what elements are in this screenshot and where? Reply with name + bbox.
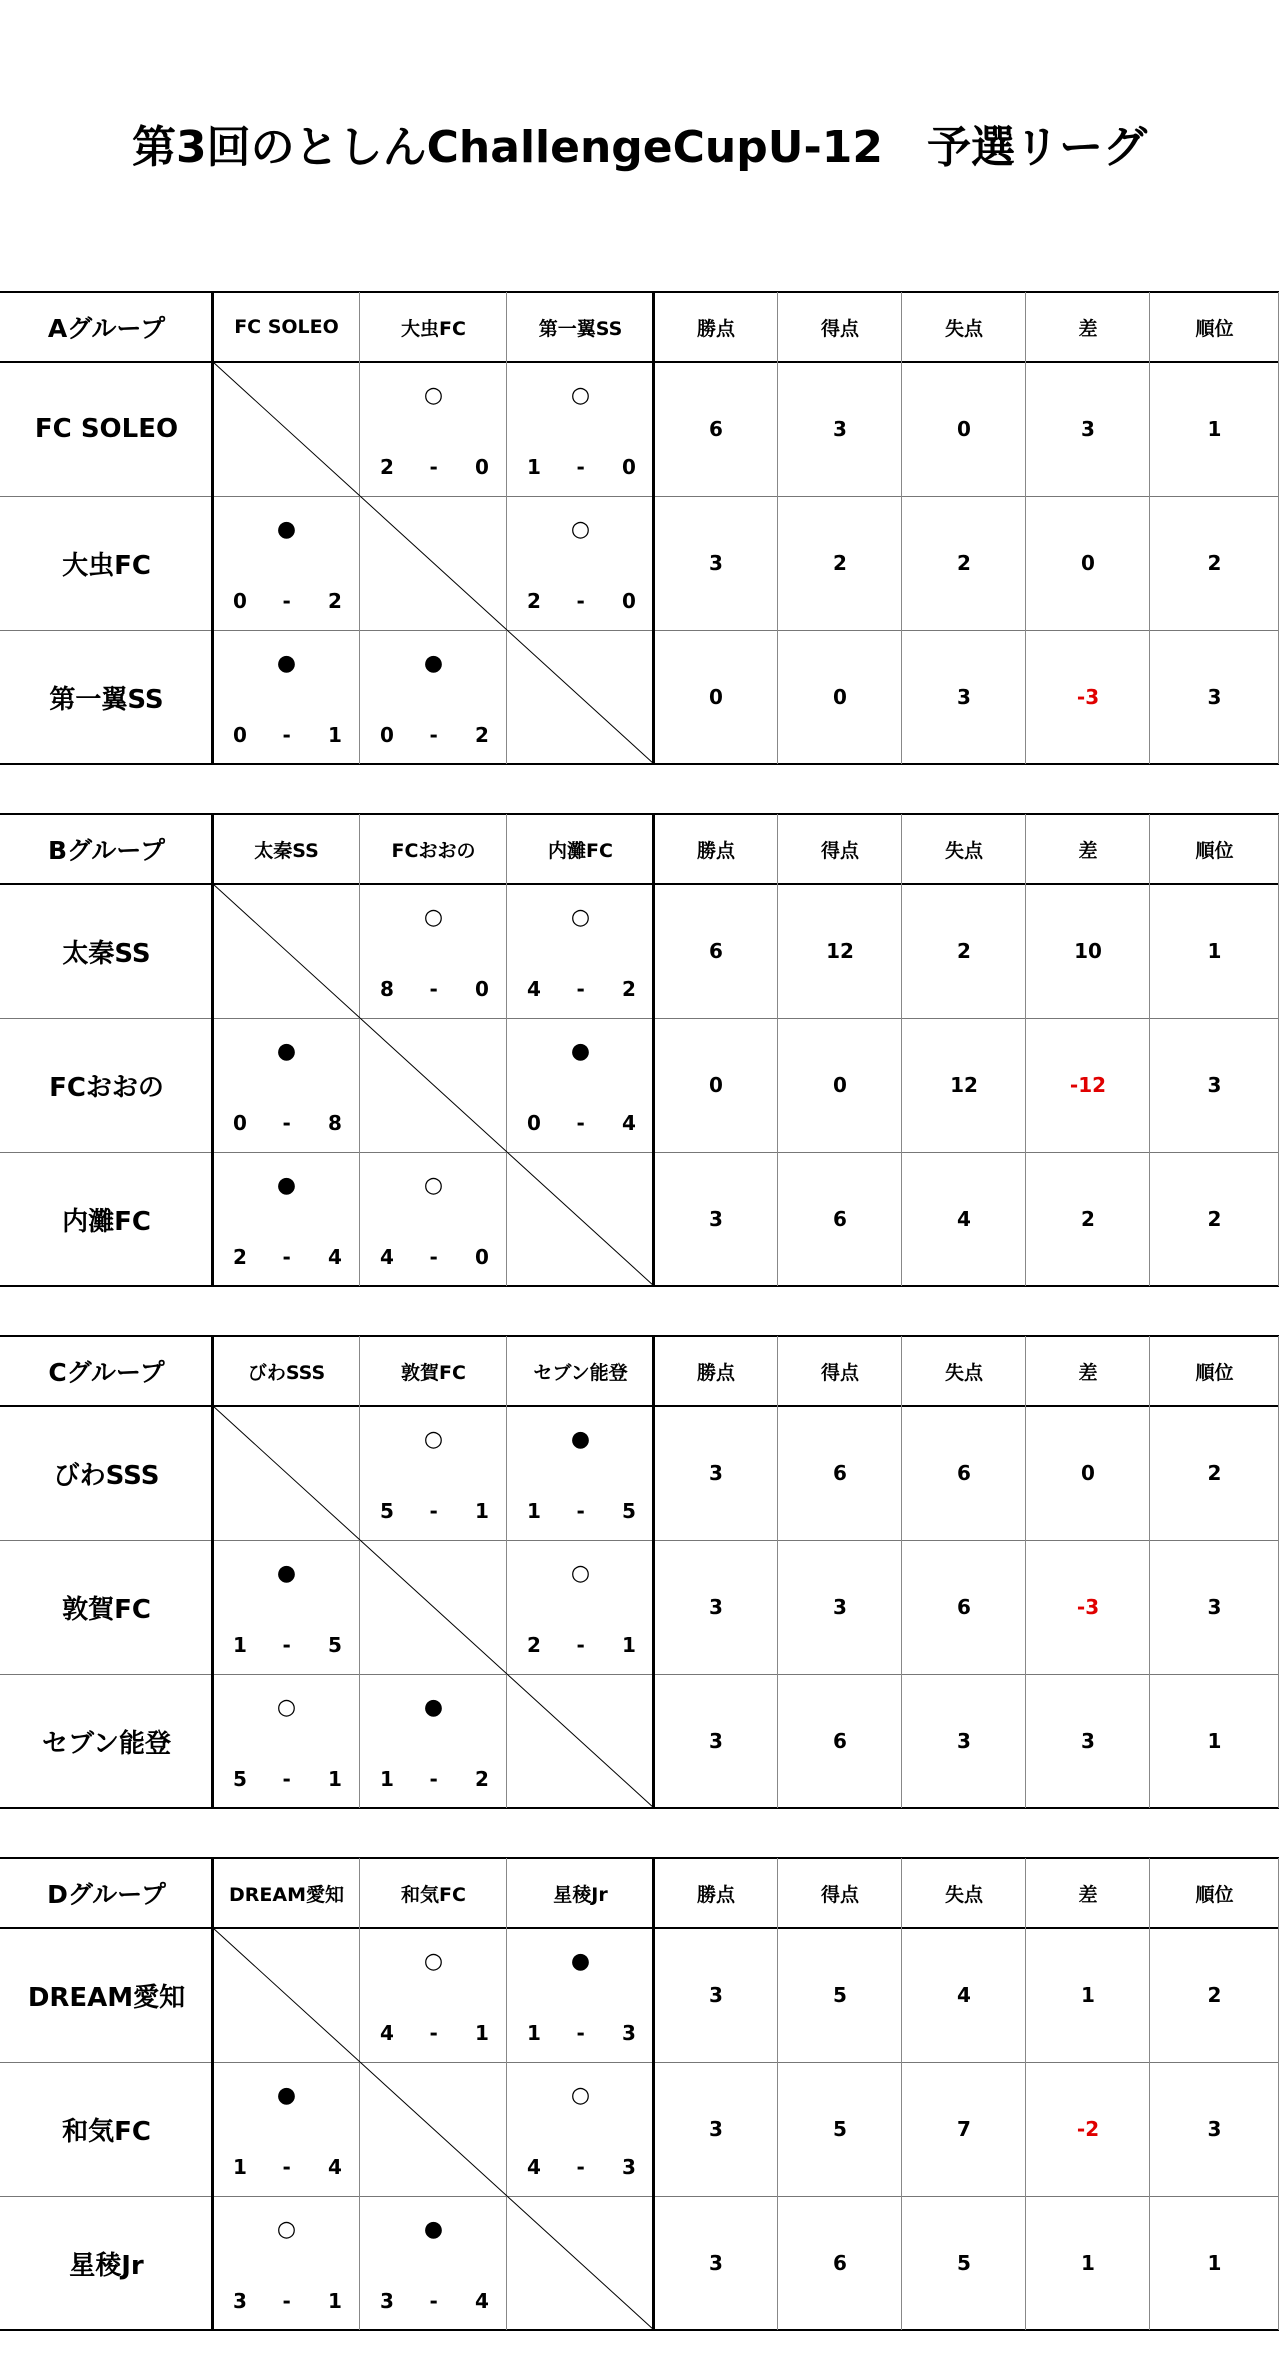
- score-against: 4: [328, 2155, 342, 2179]
- score-against: 1: [475, 1499, 489, 1523]
- match-score: [213, 1111, 360, 1135]
- match-score: [213, 589, 360, 613]
- match-score: [507, 2155, 654, 2179]
- score-dash: -: [576, 2021, 585, 2045]
- score-for: 0: [233, 723, 247, 747]
- goals-against-value: 4: [957, 1207, 971, 1231]
- group-label: Dグループ: [47, 1880, 166, 1909]
- score-dash: -: [429, 723, 438, 747]
- match-score: [360, 2021, 507, 2045]
- row-team-name: 星稜Jr: [69, 2250, 144, 2281]
- rank-value: 3: [1207, 1073, 1222, 1097]
- column-header-team: 和気FC: [401, 1883, 466, 1906]
- goals-against-value: 2: [957, 939, 971, 963]
- score-against: 4: [475, 2289, 489, 2313]
- self-match-diagonal: [360, 1540, 507, 1674]
- score-for: 3: [233, 2289, 247, 2313]
- score-for: 4: [527, 977, 541, 1001]
- points-value: 6: [709, 939, 723, 963]
- loss-mark-icon: ●: [423, 2217, 444, 2242]
- column-header-stat: 差: [1078, 1883, 1098, 1906]
- score-for: 5: [233, 1767, 247, 1791]
- column-header-team: FCおおの: [391, 839, 476, 862]
- points-value: 3: [709, 2251, 723, 2275]
- goal-diff-value: 1: [1081, 1983, 1095, 2007]
- score-dash: -: [576, 2155, 585, 2179]
- column-header-team: セブン能登: [533, 1361, 628, 1384]
- goals-for-value: 6: [833, 1461, 847, 1485]
- column-header-stat: 失点: [944, 1361, 983, 1384]
- points-value: 3: [709, 2117, 723, 2141]
- score-against: 1: [328, 723, 342, 747]
- score-dash: -: [282, 1633, 291, 1657]
- score-against: 5: [328, 1633, 342, 1657]
- column-header-team: 星稜Jr: [553, 1883, 608, 1906]
- loss-mark-icon: ●: [276, 651, 297, 676]
- score-for: 5: [380, 1499, 394, 1523]
- column-header-team: 第一翼SS: [538, 317, 623, 340]
- goals-for-value: 5: [833, 1983, 847, 2007]
- column-header-stat: 差: [1078, 317, 1098, 340]
- score-against: 1: [475, 2021, 489, 2045]
- score-against: 8: [328, 1111, 342, 1135]
- match-score: [360, 1245, 507, 1269]
- goals-for-value: 2: [833, 551, 847, 575]
- column-header-stat: 勝点: [696, 317, 735, 340]
- column-header-stat: 勝点: [696, 839, 735, 862]
- rank-value: 2: [1207, 1207, 1222, 1231]
- match-score: [360, 1499, 507, 1523]
- score-for: 4: [527, 2155, 541, 2179]
- match-score: [507, 455, 654, 479]
- score-against: 5: [622, 1499, 636, 1523]
- column-header-stat: 得点: [820, 317, 859, 340]
- score-for: 1: [527, 1499, 541, 1523]
- loss-mark-icon: ●: [570, 1427, 591, 1452]
- column-header-stat: 順位: [1195, 1883, 1234, 1906]
- goals-for-value: 3: [833, 417, 847, 441]
- goals-for-value: 3: [833, 1595, 847, 1619]
- win-mark-icon: ○: [570, 905, 591, 930]
- score-dash: -: [429, 2021, 438, 2045]
- score-against: 1: [328, 1767, 342, 1791]
- loss-mark-icon: ●: [570, 1039, 591, 1064]
- group-table: [0, 814, 1279, 1286]
- rank-value: 1: [1207, 417, 1222, 441]
- win-mark-icon: ○: [423, 905, 444, 930]
- points-value: 3: [709, 1461, 723, 1485]
- match-score: [213, 1633, 360, 1657]
- score-against: 3: [622, 2021, 636, 2045]
- score-for: 0: [233, 1111, 247, 1135]
- goals-against-value: 3: [957, 1729, 971, 1753]
- score-for: 1: [527, 455, 541, 479]
- score-against: 2: [475, 1767, 489, 1791]
- goal-diff-value: -3: [1076, 685, 1100, 709]
- goals-against-value: 5: [957, 2251, 971, 2275]
- goal-diff-value: 3: [1081, 1729, 1095, 1753]
- score-against: 0: [475, 977, 489, 1001]
- self-match-diagonal: [213, 1928, 360, 2062]
- score-dash: -: [576, 589, 585, 613]
- score-against: 3: [622, 2155, 636, 2179]
- column-header-stat: 順位: [1195, 1361, 1234, 1384]
- match-score: [360, 455, 507, 479]
- loss-mark-icon: ●: [276, 1039, 297, 1064]
- goals-against-value: 3: [957, 685, 971, 709]
- row-team-name: 太秦SS: [62, 938, 151, 969]
- score-for: 0: [380, 723, 394, 747]
- loss-mark-icon: ●: [423, 651, 444, 676]
- goal-diff-value: 10: [1074, 939, 1102, 963]
- loss-mark-icon: ●: [570, 1949, 591, 1974]
- score-dash: -: [576, 977, 585, 1001]
- goals-against-value: 7: [957, 2117, 971, 2141]
- match-score: [213, 1767, 360, 1791]
- win-mark-icon: ○: [423, 1949, 444, 1974]
- row-team-name: 内灘FC: [62, 1206, 151, 1237]
- rank-value: 3: [1207, 1595, 1222, 1619]
- win-mark-icon: ○: [570, 2083, 591, 2108]
- goal-diff-value: -12: [1069, 1073, 1107, 1097]
- self-match-diagonal: [507, 1674, 654, 1808]
- loss-mark-icon: ●: [276, 2083, 297, 2108]
- column-header-stat: 得点: [820, 1361, 859, 1384]
- win-mark-icon: ○: [276, 2217, 297, 2242]
- win-mark-icon: ○: [423, 383, 444, 408]
- score-for: 1: [233, 1633, 247, 1657]
- column-header-team: 太秦SS: [254, 839, 319, 862]
- column-header-stat: 失点: [944, 1883, 983, 1906]
- score-for: 0: [527, 1111, 541, 1135]
- group-label: Aグループ: [47, 314, 166, 343]
- column-header-stat: 順位: [1195, 839, 1234, 862]
- self-match-diagonal: [507, 1152, 654, 1286]
- score-dash: -: [576, 1499, 585, 1523]
- points-value: 3: [709, 551, 723, 575]
- score-against: 0: [622, 455, 636, 479]
- goals-for-value: 6: [833, 1207, 847, 1231]
- group-table: [0, 292, 1279, 764]
- group-table: [0, 1858, 1279, 2330]
- column-header-team: 内灘FC: [548, 839, 613, 862]
- row-team-name: びわSSS: [53, 1460, 160, 1491]
- score-against: 0: [622, 589, 636, 613]
- column-header-team: FC SOLEO: [234, 316, 339, 338]
- goals-for-value: 6: [833, 2251, 847, 2275]
- win-mark-icon: ○: [423, 1427, 444, 1452]
- column-header-stat: 差: [1078, 839, 1098, 862]
- match-score: [507, 977, 654, 1001]
- self-match-diagonal: [213, 362, 360, 496]
- loss-mark-icon: ●: [276, 517, 297, 542]
- goal-diff-value: 0: [1081, 1461, 1095, 1485]
- row-team-name: 第一翼SS: [49, 684, 164, 715]
- match-score: [360, 1767, 507, 1791]
- column-header-team: 大虫FC: [401, 317, 466, 340]
- score-for: 2: [527, 589, 541, 613]
- column-header-stat: 順位: [1195, 317, 1234, 340]
- score-for: 2: [233, 1245, 247, 1269]
- score-for: 4: [380, 2021, 394, 2045]
- score-against: 2: [328, 589, 342, 613]
- points-value: 3: [709, 1983, 723, 2007]
- goal-diff-value: -2: [1076, 2117, 1100, 2141]
- match-score: [507, 1633, 654, 1657]
- column-header-stat: 得点: [820, 839, 859, 862]
- rank-value: 2: [1207, 551, 1222, 575]
- score-for: 1: [527, 2021, 541, 2045]
- loss-mark-icon: ●: [423, 1695, 444, 1720]
- rank-value: 2: [1207, 1461, 1222, 1485]
- rank-value: 1: [1207, 1729, 1222, 1753]
- score-dash: -: [429, 977, 438, 1001]
- goal-diff-value: 0: [1081, 551, 1095, 575]
- goals-against-value: 6: [957, 1461, 971, 1485]
- points-value: 0: [709, 1073, 723, 1097]
- score-dash: -: [576, 455, 585, 479]
- row-team-name: FC SOLEO: [34, 414, 179, 444]
- match-score: [360, 977, 507, 1001]
- goal-diff-value: -3: [1076, 1595, 1100, 1619]
- score-against: 0: [475, 455, 489, 479]
- page-title: 第3回のとしんChallengeCupU-12 予選リーグ: [132, 122, 1147, 173]
- column-header-stat: 失点: [944, 839, 983, 862]
- match-score: [507, 589, 654, 613]
- loss-mark-icon: ●: [276, 1173, 297, 1198]
- self-match-diagonal: [360, 496, 507, 630]
- score-dash: -: [429, 1245, 438, 1269]
- goals-for-value: 5: [833, 2117, 847, 2141]
- goal-diff-value: 1: [1081, 2251, 1095, 2275]
- points-value: 3: [709, 1595, 723, 1619]
- match-score: [507, 1499, 654, 1523]
- score-against: 1: [328, 2289, 342, 2313]
- score-for: 8: [380, 977, 394, 1001]
- match-score: [213, 2289, 360, 2313]
- self-match-diagonal: [360, 2062, 507, 2196]
- goals-against-value: 6: [957, 1595, 971, 1619]
- goals-against-value: 2: [957, 551, 971, 575]
- self-match-diagonal: [360, 1018, 507, 1152]
- match-score: [507, 1111, 654, 1135]
- win-mark-icon: ○: [423, 1173, 444, 1198]
- score-dash: -: [576, 1633, 585, 1657]
- rank-value: 3: [1207, 2117, 1222, 2141]
- column-header-stat: 得点: [820, 1883, 859, 1906]
- score-for: 4: [380, 1245, 394, 1269]
- rank-value: 1: [1207, 939, 1222, 963]
- score-for: 3: [380, 2289, 394, 2313]
- goals-against-value: 4: [957, 1983, 971, 2007]
- score-against: 4: [622, 1111, 636, 1135]
- goals-for-value: 0: [833, 1073, 847, 1097]
- column-header-team: 敦賀FC: [401, 1361, 466, 1384]
- score-dash: -: [282, 723, 291, 747]
- group-label: Bグループ: [47, 836, 166, 865]
- column-header-stat: 差: [1078, 1361, 1098, 1384]
- match-score: [213, 723, 360, 747]
- row-team-name: DREAM愛知: [27, 1982, 186, 2013]
- goals-for-value: 6: [833, 1729, 847, 1753]
- goals-against-value: 0: [957, 417, 971, 441]
- win-mark-icon: ○: [570, 1561, 591, 1586]
- column-header-stat: 失点: [944, 317, 983, 340]
- points-value: 3: [709, 1207, 723, 1231]
- score-for: 1: [380, 1767, 394, 1791]
- self-match-diagonal: [213, 884, 360, 1018]
- score-dash: -: [282, 1767, 291, 1791]
- win-mark-icon: ○: [570, 383, 591, 408]
- score-for: 0: [233, 589, 247, 613]
- rank-value: 3: [1207, 685, 1222, 709]
- match-score: [507, 2021, 654, 2045]
- match-score: [360, 723, 507, 747]
- score-against: 0: [475, 1245, 489, 1269]
- group-label: Cグループ: [48, 1358, 165, 1387]
- column-header-team: DREAM愛知: [229, 1883, 344, 1906]
- score-dash: -: [429, 1499, 438, 1523]
- rank-value: 2: [1207, 1983, 1222, 2007]
- goals-for-value: 12: [826, 939, 854, 963]
- group-table: [0, 1336, 1279, 1808]
- row-team-name: FCおおの: [49, 1072, 164, 1103]
- match-score: [213, 2155, 360, 2179]
- score-for: 2: [380, 455, 394, 479]
- match-score: [213, 1245, 360, 1269]
- score-dash: -: [282, 1111, 291, 1135]
- goal-diff-value: 2: [1081, 1207, 1095, 1231]
- goal-diff-value: 3: [1081, 417, 1095, 441]
- points-value: 0: [709, 685, 723, 709]
- score-dash: -: [429, 1767, 438, 1791]
- score-for: 1: [233, 2155, 247, 2179]
- rank-value: 1: [1207, 2251, 1222, 2275]
- points-value: 6: [709, 417, 723, 441]
- score-dash: -: [282, 1245, 291, 1269]
- score-against: 1: [622, 1633, 636, 1657]
- points-value: 3: [709, 1729, 723, 1753]
- score-dash: -: [429, 455, 438, 479]
- score-dash: -: [282, 589, 291, 613]
- row-team-name: 敦賀FC: [62, 1594, 151, 1625]
- score-against: 4: [328, 1245, 342, 1269]
- score-dash: -: [282, 2289, 291, 2313]
- score-dash: -: [576, 1111, 585, 1135]
- self-match-diagonal: [507, 630, 654, 764]
- score-dash: -: [282, 2155, 291, 2179]
- win-mark-icon: ○: [276, 1695, 297, 1720]
- win-mark-icon: ○: [570, 517, 591, 542]
- column-header-stat: 勝点: [696, 1883, 735, 1906]
- score-dash: -: [429, 2289, 438, 2313]
- column-header-stat: 勝点: [696, 1361, 735, 1384]
- score-against: 2: [475, 723, 489, 747]
- self-match-diagonal: [213, 1406, 360, 1540]
- loss-mark-icon: ●: [276, 1561, 297, 1586]
- goals-for-value: 0: [833, 685, 847, 709]
- row-team-name: 大虫FC: [62, 550, 151, 581]
- row-team-name: セブン能登: [42, 1728, 171, 1759]
- row-team-name: 和気FC: [62, 2116, 151, 2147]
- match-score: [360, 2289, 507, 2313]
- score-for: 2: [527, 1633, 541, 1657]
- goals-against-value: 12: [950, 1073, 978, 1097]
- score-against: 2: [622, 977, 636, 1001]
- self-match-diagonal: [507, 2196, 654, 2330]
- column-header-team: びわSSS: [247, 1361, 326, 1384]
